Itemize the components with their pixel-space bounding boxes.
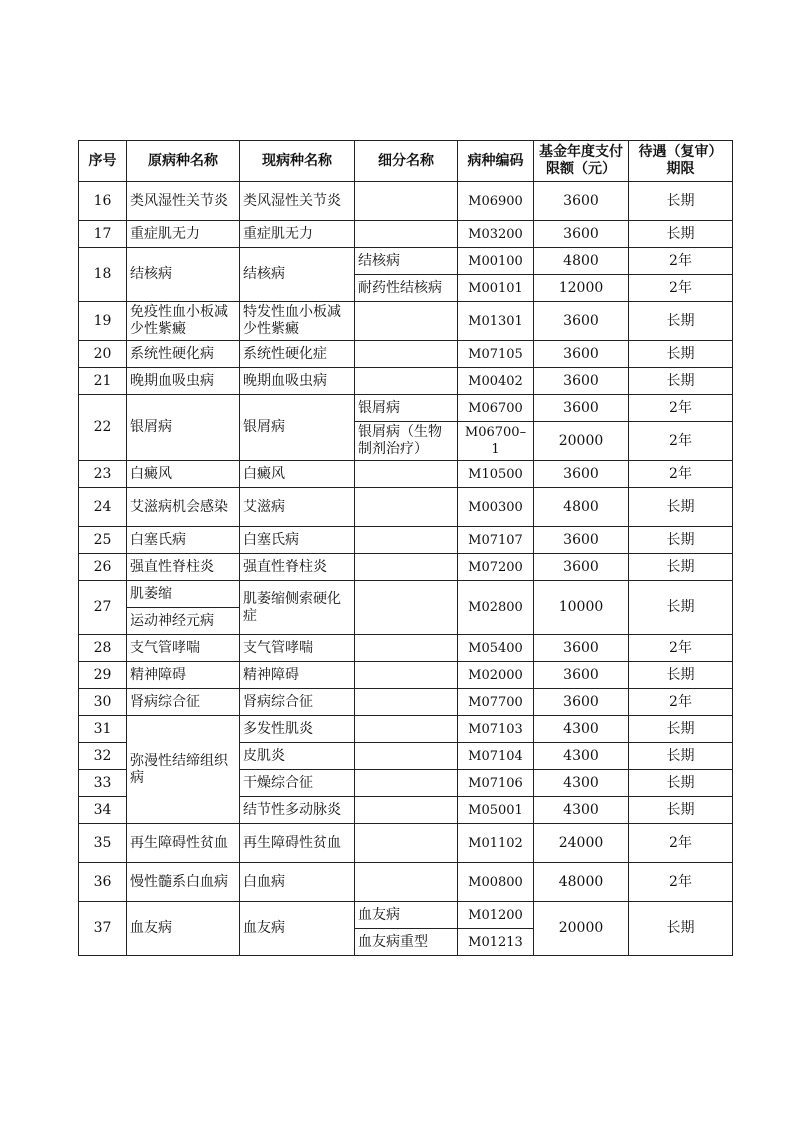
code-cell: M06700–1 [458, 422, 534, 461]
term-cell: 长期 [629, 716, 733, 743]
subdivision-cell [355, 662, 458, 689]
seq-cell: 20 [79, 341, 127, 368]
code-cell: M03200 [458, 221, 534, 248]
seq-cell: 33 [79, 770, 127, 797]
term-cell: 2年 [629, 689, 733, 716]
table-row [79, 581, 733, 608]
code-cell: M01213 [458, 929, 534, 956]
subdivision-cell [355, 368, 458, 395]
table-row [79, 716, 733, 743]
current-disease-cell: 重症肌无力 [240, 221, 355, 248]
table-row [79, 635, 733, 662]
original-disease-cell: 再生障碍性贫血 [127, 824, 240, 863]
table-row [79, 248, 733, 275]
term-cell: 长期 [629, 182, 733, 221]
subdivision-cell [355, 743, 458, 770]
current-disease-cell: 结节性多动脉炎 [240, 797, 355, 824]
subdivision-cell [355, 689, 458, 716]
code-cell: M07104 [458, 743, 534, 770]
code-cell: M01301 [458, 302, 534, 341]
table-row [79, 824, 733, 863]
subdivision-cell [355, 581, 458, 635]
limit-cell: 3600 [534, 554, 629, 581]
limit-cell: 4300 [534, 743, 629, 770]
header-current-disease: 现病种名称 [240, 141, 355, 182]
current-disease-cell: 特发性血小板减少性紫癜 [240, 302, 355, 341]
seq-cell: 24 [79, 488, 127, 527]
limit-cell: 4300 [534, 797, 629, 824]
code-cell: M07107 [458, 527, 534, 554]
subdivision-cell [355, 221, 458, 248]
seq-cell: 28 [79, 635, 127, 662]
term-cell: 长期 [629, 302, 733, 341]
limit-cell: 3600 [534, 461, 629, 488]
header-annual-limit: 基金年度支付限额（元） [534, 141, 629, 182]
table-row [79, 527, 733, 554]
current-disease-cell: 多发性肌炎 [240, 716, 355, 743]
seq-cell: 18 [79, 248, 127, 302]
header-seq: 序号 [79, 141, 127, 182]
limit-cell: 3600 [534, 302, 629, 341]
term-cell: 2年 [629, 824, 733, 863]
current-disease-cell: 血友病 [240, 902, 355, 956]
original-disease-cell: 银屑病 [127, 395, 240, 461]
table-row [79, 368, 733, 395]
limit-cell: 3600 [534, 635, 629, 662]
seq-cell: 17 [79, 221, 127, 248]
code-cell: M06700 [458, 395, 534, 422]
current-disease-cell: 精神障碍 [240, 662, 355, 689]
original-disease-cell: 支气管哮喘 [127, 635, 240, 662]
table-header-row [79, 141, 733, 182]
seq-cell: 16 [79, 182, 127, 221]
table-row [79, 302, 733, 341]
limit-cell: 3600 [534, 689, 629, 716]
original-disease-cell: 运动神经元病 [127, 608, 240, 635]
limit-cell: 3600 [534, 341, 629, 368]
limit-cell: 12000 [534, 275, 629, 302]
original-disease-cell: 白癜风 [127, 461, 240, 488]
current-disease-cell: 肌萎缩侧索硬化症 [240, 581, 355, 635]
seq-cell: 25 [79, 527, 127, 554]
subdivision-cell [355, 635, 458, 662]
original-disease-cell: 重症肌无力 [127, 221, 240, 248]
code-cell: M00800 [458, 863, 534, 902]
term-cell: 2年 [629, 635, 733, 662]
subdivision-cell [355, 461, 458, 488]
current-disease-cell: 艾滋病 [240, 488, 355, 527]
table-row [79, 689, 733, 716]
table-row [79, 662, 733, 689]
code-cell: M07103 [458, 716, 534, 743]
current-disease-cell: 白血病 [240, 863, 355, 902]
term-cell: 2年 [629, 422, 733, 461]
limit-cell: 4800 [534, 248, 629, 275]
current-disease-cell: 皮肌炎 [240, 743, 355, 770]
current-disease-cell: 晚期血吸虫病 [240, 368, 355, 395]
table-row [79, 182, 733, 221]
term-cell: 2年 [629, 863, 733, 902]
subdivision-cell [355, 527, 458, 554]
seq-cell: 37 [79, 902, 127, 956]
limit-cell: 48000 [534, 863, 629, 902]
seq-cell: 27 [79, 581, 127, 635]
table-row [79, 488, 733, 527]
subdivision-cell [355, 797, 458, 824]
limit-cell: 4300 [534, 716, 629, 743]
term-cell: 长期 [629, 527, 733, 554]
header-term: 待遇（复审）期限 [629, 141, 733, 182]
subdivision-cell: 银屑病（生物制剂治疗） [355, 422, 458, 461]
seq-cell: 26 [79, 554, 127, 581]
limit-cell: 24000 [534, 824, 629, 863]
code-cell: M00100 [458, 248, 534, 275]
limit-cell: 3600 [534, 395, 629, 422]
limit-cell: 3600 [534, 182, 629, 221]
seq-cell: 21 [79, 368, 127, 395]
current-disease-cell: 白塞氏病 [240, 527, 355, 554]
term-cell: 长期 [629, 770, 733, 797]
original-disease-cell: 晚期血吸虫病 [127, 368, 240, 395]
original-disease-cell: 白塞氏病 [127, 527, 240, 554]
current-disease-cell: 结核病 [240, 248, 355, 302]
current-disease-cell: 支气管哮喘 [240, 635, 355, 662]
seq-cell: 19 [79, 302, 127, 341]
code-cell: M00402 [458, 368, 534, 395]
original-disease-cell: 弥漫性结缔组织病 [127, 716, 240, 824]
current-disease-cell: 强直性脊柱炎 [240, 554, 355, 581]
limit-cell: 3600 [534, 527, 629, 554]
original-disease-cell: 系统性硬化病 [127, 341, 240, 368]
subdivision-cell [355, 302, 458, 341]
term-cell: 长期 [629, 554, 733, 581]
seq-cell: 30 [79, 689, 127, 716]
subdivision-cell: 血友病 [355, 902, 458, 929]
header-subdivision: 细分名称 [355, 141, 458, 182]
subdivision-cell [355, 824, 458, 863]
code-cell: M06900 [458, 182, 534, 221]
subdivision-cell [355, 182, 458, 221]
subdivision-cell [355, 770, 458, 797]
subdivision-cell [355, 863, 458, 902]
limit-cell: 3600 [534, 221, 629, 248]
term-cell: 长期 [629, 662, 733, 689]
code-cell: M10500 [458, 461, 534, 488]
original-disease-cell: 肾病综合征 [127, 689, 240, 716]
subdivision-cell: 血友病重型 [355, 929, 458, 956]
seq-cell: 34 [79, 797, 127, 824]
term-cell: 2年 [629, 395, 733, 422]
limit-cell: 4800 [534, 488, 629, 527]
limit-cell: 3600 [534, 368, 629, 395]
term-cell: 2年 [629, 275, 733, 302]
table-row [79, 221, 733, 248]
table-row [79, 902, 733, 929]
disease-table [78, 140, 733, 956]
current-disease-cell: 干燥综合征 [240, 770, 355, 797]
code-cell: M07105 [458, 341, 534, 368]
current-disease-cell: 系统性硬化症 [240, 341, 355, 368]
code-cell: M07200 [458, 554, 534, 581]
subdivision-cell: 耐药性结核病 [355, 275, 458, 302]
current-disease-cell: 类风湿性关节炎 [240, 182, 355, 221]
header-disease-code: 病种编码 [458, 141, 534, 182]
code-cell: M07106 [458, 770, 534, 797]
limit-cell: 3600 [534, 662, 629, 689]
original-disease-cell: 强直性脊柱炎 [127, 554, 240, 581]
code-cell: M02800 [458, 581, 534, 635]
term-cell: 2年 [629, 248, 733, 275]
code-cell: M05400 [458, 635, 534, 662]
code-cell: M01102 [458, 824, 534, 863]
subdivision-cell [355, 716, 458, 743]
original-disease-cell: 类风湿性关节炎 [127, 182, 240, 221]
seq-cell: 31 [79, 716, 127, 743]
seq-cell: 35 [79, 824, 127, 863]
subdivision-cell [355, 341, 458, 368]
code-cell: M07700 [458, 689, 534, 716]
code-cell: M01200 [458, 902, 534, 929]
subdivision-cell [355, 488, 458, 527]
original-disease-cell: 免疫性血小板减少性紫癜 [127, 302, 240, 341]
table-row [79, 395, 733, 422]
code-cell: M02000 [458, 662, 534, 689]
term-cell: 长期 [629, 221, 733, 248]
seq-cell: 23 [79, 461, 127, 488]
original-disease-cell: 精神障碍 [127, 662, 240, 689]
current-disease-cell: 白癜风 [240, 461, 355, 488]
seq-cell: 36 [79, 863, 127, 902]
table-row [79, 863, 733, 902]
current-disease-cell: 银屑病 [240, 395, 355, 461]
current-disease-cell: 再生障碍性贫血 [240, 824, 355, 863]
current-disease-cell: 肾病综合征 [240, 689, 355, 716]
term-cell: 长期 [629, 488, 733, 527]
term-cell: 2年 [629, 461, 733, 488]
limit-cell: 10000 [534, 581, 629, 635]
original-disease-cell: 肌萎缩 [127, 581, 240, 608]
original-disease-cell: 血友病 [127, 902, 240, 956]
original-disease-cell: 慢性髓系白血病 [127, 863, 240, 902]
term-cell: 长期 [629, 743, 733, 770]
term-cell: 长期 [629, 581, 733, 635]
seq-cell: 22 [79, 395, 127, 461]
term-cell: 长期 [629, 341, 733, 368]
table-row [79, 461, 733, 488]
seq-cell: 29 [79, 662, 127, 689]
table-row [79, 554, 733, 581]
term-cell: 长期 [629, 797, 733, 824]
seq-cell: 32 [79, 743, 127, 770]
term-cell: 长期 [629, 902, 733, 956]
subdivision-cell: 结核病 [355, 248, 458, 275]
code-cell: M00300 [458, 488, 534, 527]
limit-cell: 20000 [534, 422, 629, 461]
limit-cell: 20000 [534, 902, 629, 956]
code-cell: M05001 [458, 797, 534, 824]
code-cell: M00101 [458, 275, 534, 302]
term-cell: 长期 [629, 368, 733, 395]
original-disease-cell: 艾滋病机会感染 [127, 488, 240, 527]
subdivision-cell [355, 554, 458, 581]
limit-cell: 4300 [534, 770, 629, 797]
subdivision-cell: 银屑病 [355, 395, 458, 422]
table-row [79, 341, 733, 368]
original-disease-cell: 结核病 [127, 248, 240, 302]
header-original-disease: 原病种名称 [127, 141, 240, 182]
